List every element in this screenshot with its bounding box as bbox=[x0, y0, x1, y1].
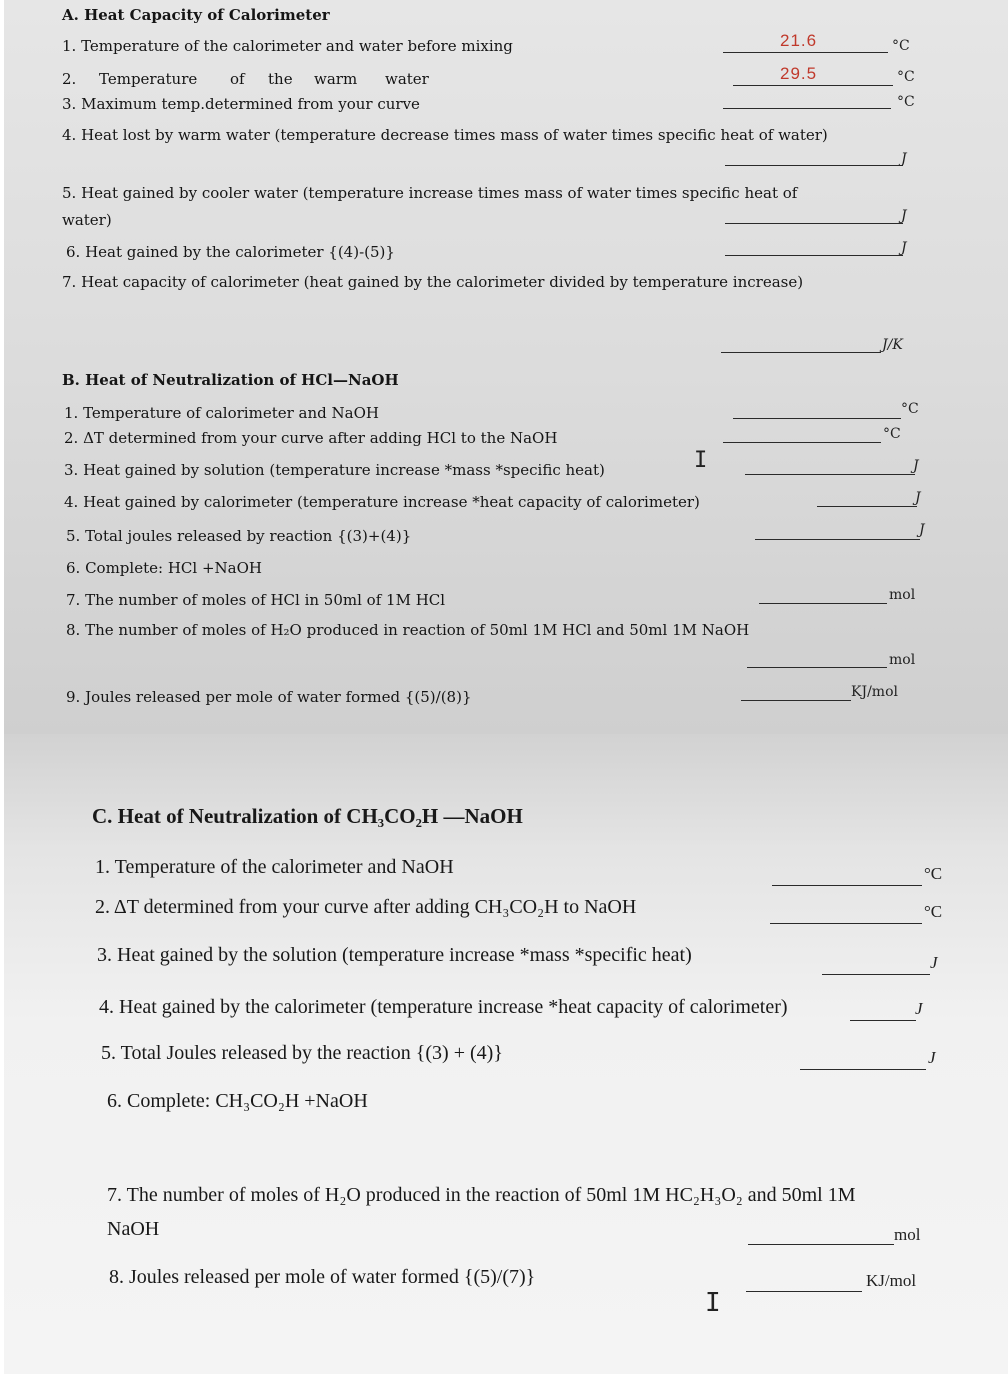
section-c-q3-label: 3. Heat gained by the solution (temperature increase *mass *specific heat) bbox=[97, 944, 692, 966]
section-c-q7-unit: mol bbox=[894, 1225, 921, 1244]
section-c-q7-label-line1: 7. The number of moles of H₂O produced in the reaction of 50ml 1M HC₂H₃O₂ and 50ml 1M bbox=[107, 1184, 856, 1206]
worksheet-page-2 bbox=[4, 734, 1008, 1374]
section-b-q2-unit: °C bbox=[883, 426, 901, 442]
section-b-q3-unit: J bbox=[913, 458, 919, 474]
section-b-q6-label: 6. Complete: HCl +NaOH bbox=[66, 559, 262, 577]
section-a-q7-label: 7. Heat capacity of calorimeter (heat gained by the calorimeter divided by temperature increase) bbox=[62, 273, 804, 291]
section-a-q2-blank[interactable] bbox=[733, 85, 893, 86]
section-c-q5-label: 5. Total Joules released by the reaction {(3) + (4)} bbox=[101, 1042, 503, 1064]
section-b-q4-blank[interactable] bbox=[817, 506, 917, 507]
section-c-title: C. Heat of Neutralization of CH₃CO₂H —NaOH bbox=[92, 804, 523, 828]
section-b-q8-blank[interactable] bbox=[747, 667, 887, 668]
section-b-q5-unit: J bbox=[919, 522, 925, 538]
section-c-q4-unit: J bbox=[915, 999, 923, 1018]
section-a-q7-unit: J/K bbox=[882, 337, 903, 353]
section-a-title: A. Heat Capacity of Calorimeter bbox=[62, 6, 330, 24]
section-c-q7-label-line2: NaOH bbox=[107, 1218, 160, 1240]
section-a-q6-label: 6. Heat gained by the calorimeter {(4)-(5)} bbox=[66, 243, 395, 261]
section-a-q2-unit: °C bbox=[897, 69, 915, 85]
section-a-q6-unit: J bbox=[901, 240, 907, 256]
section-c-q8-unit: KJ/mol bbox=[866, 1271, 917, 1290]
section-a-q4-unit: J bbox=[901, 151, 907, 167]
section-a-q5-blank[interactable] bbox=[725, 223, 903, 224]
section-b-q9-label: 9. Joules released per mole of water formed {(5)/(8)} bbox=[66, 688, 472, 706]
section-a-q6-blank[interactable] bbox=[725, 255, 903, 256]
section-b-q8-unit: mol bbox=[889, 652, 916, 668]
section-a-q3-label: 3. Maximum temp.determined from your curve bbox=[62, 95, 420, 113]
section-a-q1-blank[interactable] bbox=[723, 52, 888, 53]
section-a-q5-label-line1: 5. Heat gained by cooler water (temperature increase times mass of water times specific heat of bbox=[62, 184, 798, 202]
section-b-q1-unit: °C bbox=[901, 401, 919, 417]
section-c-q6-label: 6. Complete: CH₃CO₂H +NaOH bbox=[107, 1090, 368, 1112]
section-c-q4-label: 4. Heat gained by the calorimeter (temperature increase *heat capacity of calorimeter) bbox=[99, 996, 788, 1018]
section-b-q3-blank[interactable] bbox=[745, 474, 915, 475]
section-c-q5-unit: J bbox=[928, 1048, 936, 1067]
section-a-q4-blank[interactable] bbox=[725, 165, 903, 166]
section-c-q3-blank[interactable] bbox=[822, 974, 930, 975]
text-cursor-icon: I bbox=[694, 448, 708, 473]
section-b-title: B. Heat of Neutralization of HCl—NaOH bbox=[62, 371, 399, 389]
text-cursor-icon: I bbox=[705, 1288, 721, 1318]
section-b-q4-label: 4. Heat gained by calorimeter (temperature increase *heat capacity of calorimeter) bbox=[64, 493, 700, 511]
section-b-q3-label: 3. Heat gained by solution (temperature increase *mass *specific heat) bbox=[64, 461, 605, 479]
section-b-q9-unit: KJ/mol bbox=[851, 684, 898, 700]
section-c-q2-unit: °C bbox=[924, 902, 943, 921]
section-c-q2-label: 2. ΔT determined from your curve after adding CH₃CO₂H to NaOH bbox=[95, 896, 637, 918]
section-b-q5-blank[interactable] bbox=[755, 539, 920, 540]
section-b-q4-unit: J bbox=[915, 490, 921, 506]
section-b-q1-label: 1. Temperature of calorimeter and NaOH bbox=[64, 404, 379, 422]
section-a-q4-label: 4. Heat lost by warm water (temperature decrease times mass of water times specific heat of water) bbox=[62, 126, 828, 144]
worksheet-page-1: A. Heat Capacity of Calorimeter 1. Temperature of the calorimeter and water before mixing 21.6 °C 2. Temperature of the warm water 29.5 °C 3. Maximum temp.determined from your curve °C 4. Heat lost by warm water (temperature decrease times mass of water times specific heat of water) J 5. Heat gained by cooler water (temperature increase times mass of water times specific heat of water) J 6. Heat gained by the calorimeter {(4)-(5)} J 7. Heat capacity of calorimeter (heat gained by the calorimeter divided by temperature increase) J/K B. Heat of Neutralization of HCl—NaOH 1. Temperature of calorimeter and NaOH °C 2. ΔT determined from your curve after adding HCl to the NaOH °C 3. Heat gained by solution (temperature increase *mass *specific heat) I J 4. Heat gained by calorimeter (temperature increase *heat capacity of calorimeter) J 5. Total joules released by reaction {(3)+(4)} J 6. Complete: HCl +NaOH 7. The number of moles of HCl in 50ml of 1M HCl mol 8. The number of moles of H₂O produced in reaction of 50ml 1M HCl and 50ml 1M NaOH mol 9. Joules released per mole of water formed {(5)/(8)} KJ/mol bbox=[4, 0, 1008, 734]
section-a-q7-blank[interactable] bbox=[721, 352, 881, 353]
section-b-q9-blank[interactable] bbox=[741, 700, 851, 701]
section-b-q2-blank[interactable] bbox=[723, 442, 881, 443]
section-b-q7-unit: mol bbox=[889, 587, 916, 603]
section-a-q3-blank[interactable] bbox=[723, 108, 891, 109]
section-c-q5-blank[interactable] bbox=[800, 1069, 926, 1070]
section-c-q2-blank[interactable] bbox=[770, 923, 922, 924]
section-c-q3-unit: J bbox=[930, 953, 938, 972]
section-b-q2-label: 2. ΔT determined from your curve after adding HCl to the NaOH bbox=[64, 429, 558, 447]
section-c-q8-label: 8. Joules released per mole of water formed {(5)/(7)} bbox=[109, 1266, 536, 1288]
section-a-q1-label: 1. Temperature of the calorimeter and water before mixing bbox=[62, 37, 513, 55]
section-a-q3-unit: °C bbox=[897, 94, 915, 110]
section-b-q7-label: 7. The number of moles of HCl in 50ml of 1M HCl bbox=[66, 591, 446, 609]
section-a-q1-value: 21.6 bbox=[780, 31, 818, 50]
section-a-q5-unit: J bbox=[901, 208, 907, 224]
section-c-q7-blank[interactable] bbox=[748, 1244, 894, 1245]
section-c-q1-label: 1. Temperature of the calorimeter and NaOH bbox=[95, 856, 454, 878]
section-a-q5-label-line2: water) bbox=[62, 211, 112, 229]
section-b-q7-blank[interactable] bbox=[759, 603, 887, 604]
section-c-q1-blank[interactable] bbox=[772, 885, 922, 886]
section-b-q5-label: 5. Total joules released by reaction {(3)+(4)} bbox=[66, 527, 412, 545]
section-c-q8-blank[interactable] bbox=[746, 1291, 862, 1292]
section-c-q4-blank[interactable] bbox=[850, 1020, 916, 1021]
section-b-q1-blank[interactable] bbox=[733, 418, 901, 419]
section-a-q1-unit: °C bbox=[892, 38, 910, 54]
section-a-q2-value: 29.5 bbox=[780, 64, 818, 83]
section-c-q1-unit: °C bbox=[924, 864, 943, 883]
section-b-q8-label: 8. The number of moles of H₂O produced in reaction of 50ml 1M HCl and 50ml 1M NaOH bbox=[66, 621, 750, 639]
